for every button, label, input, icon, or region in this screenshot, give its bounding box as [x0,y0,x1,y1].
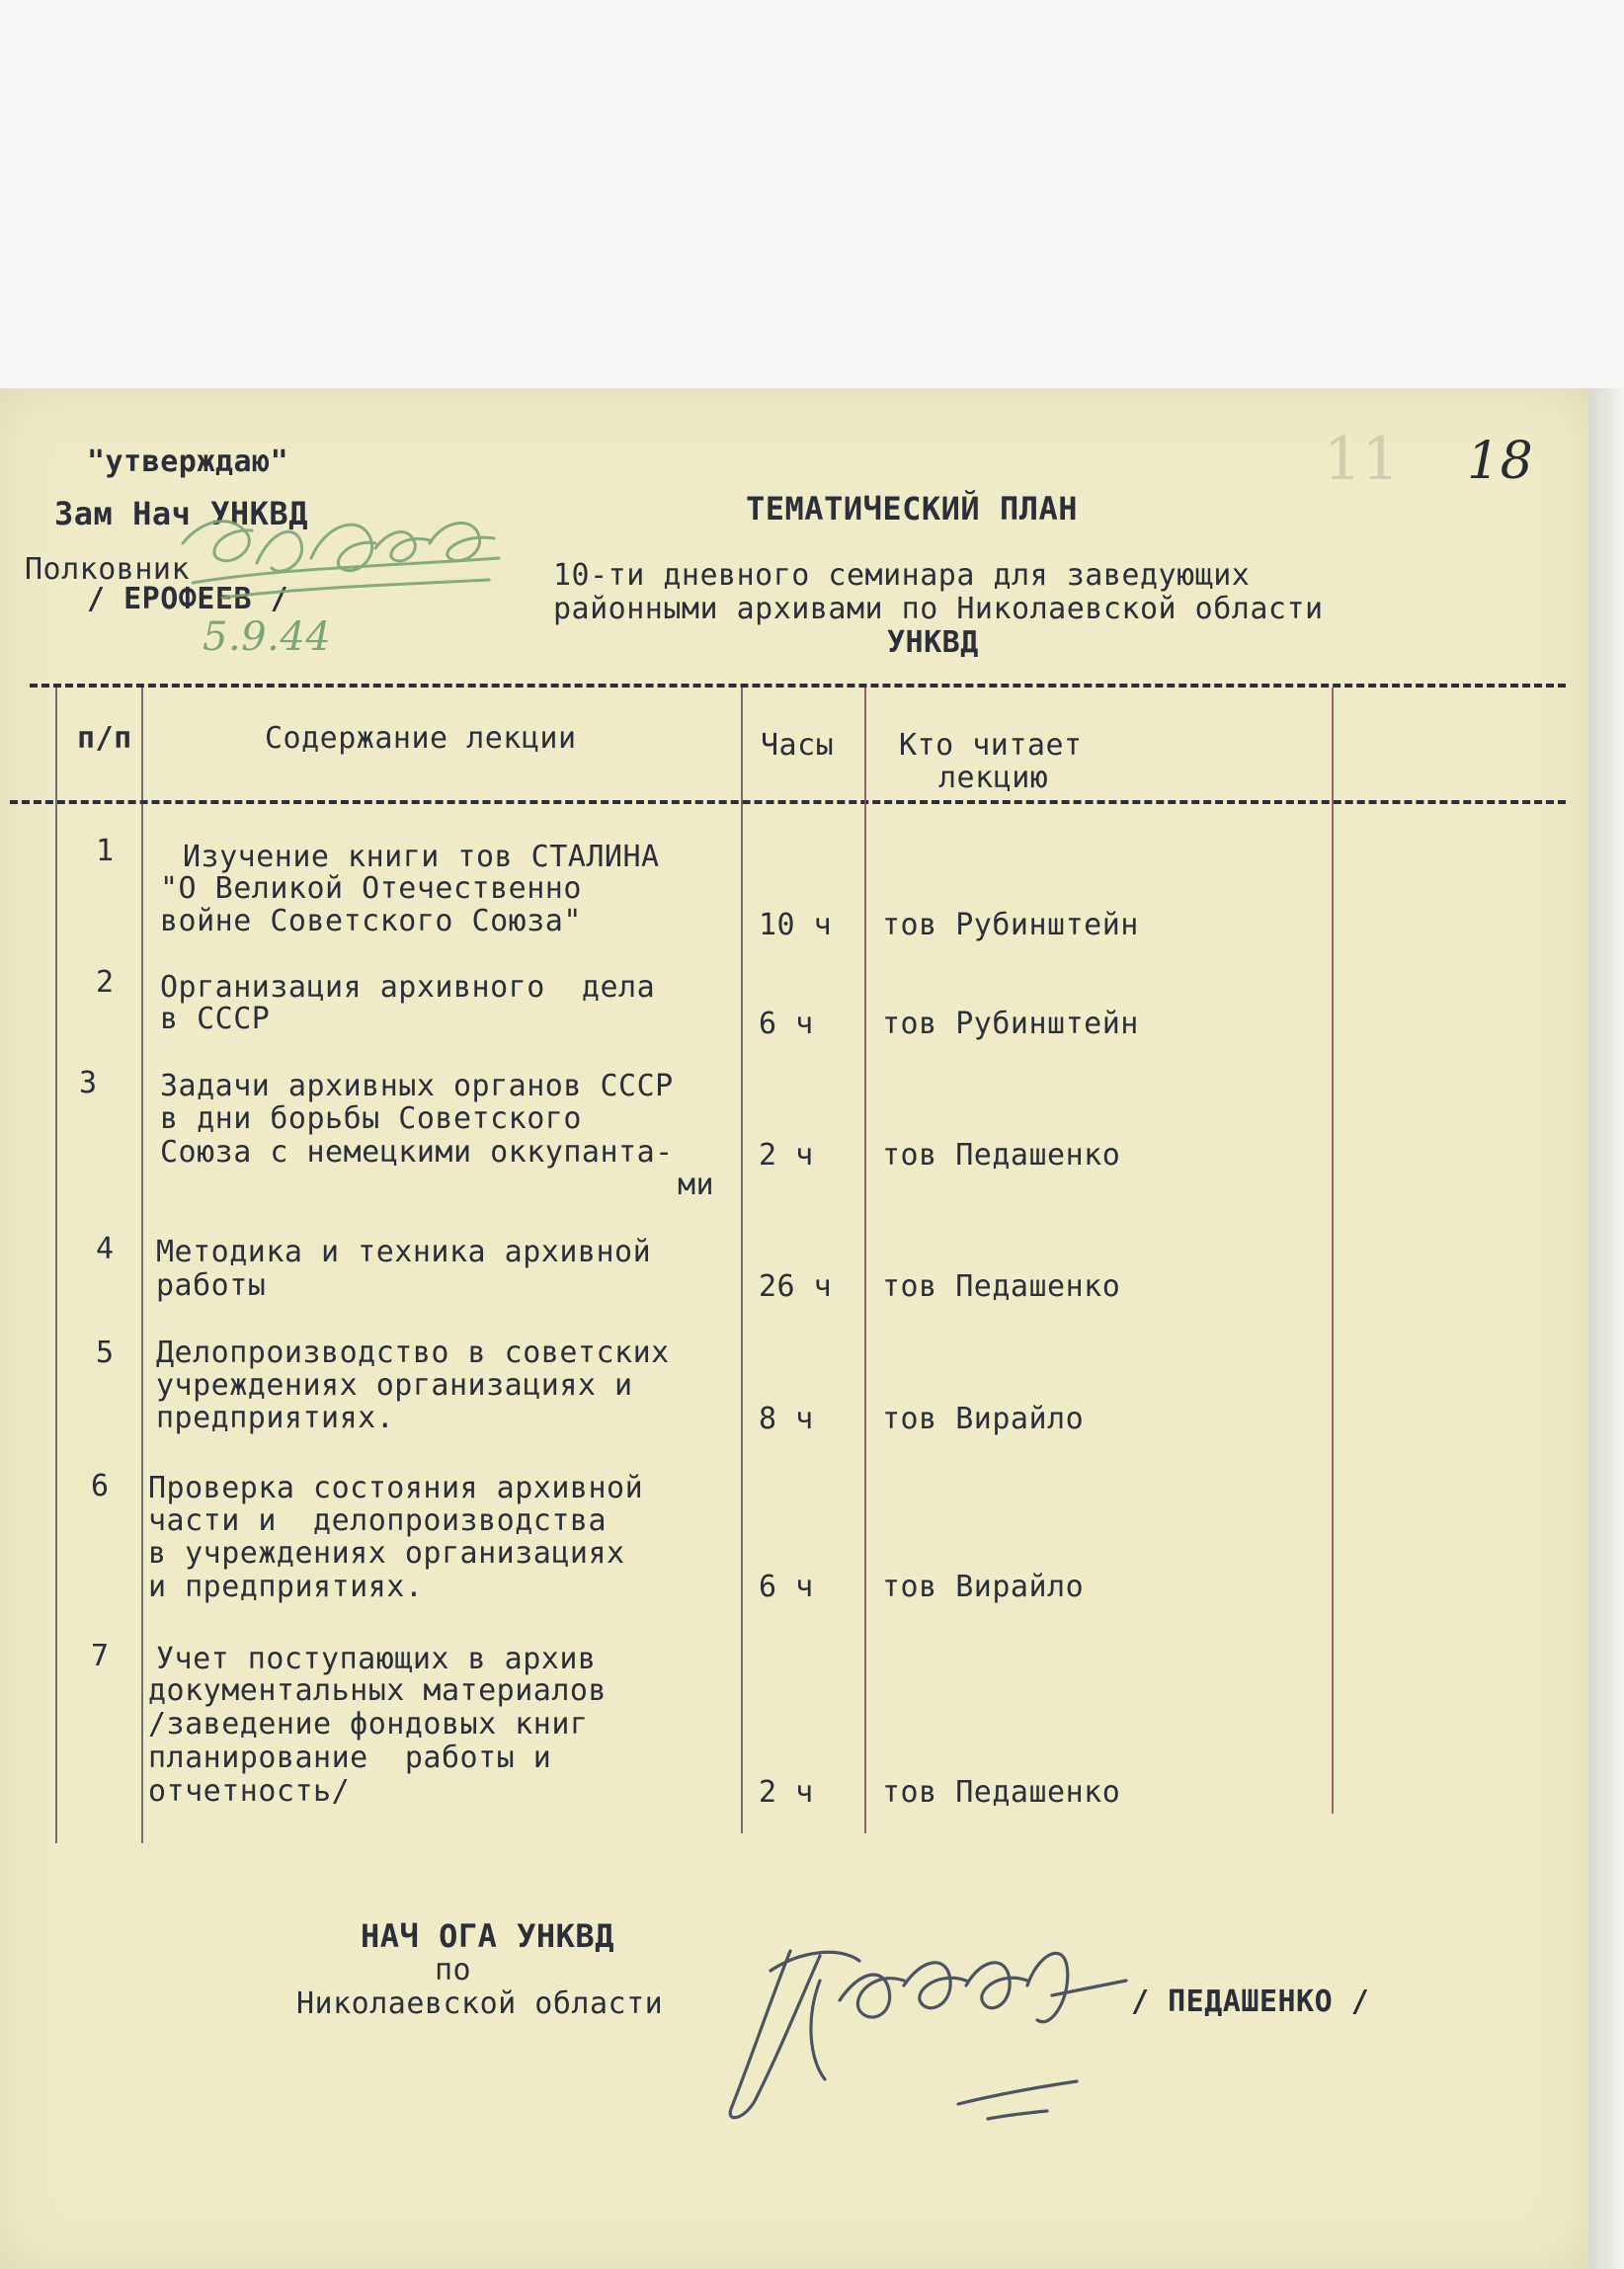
row-4-line-1: Методика и техника архивной [156,1235,652,1269]
page-number: 18 [1467,432,1534,491]
row-5-hours: 8 ч [759,1402,814,1436]
col-border-hours [864,688,866,1833]
approval-name: / ЕРОФЕЕВ / [87,582,289,616]
row-3-line-3: Союза с немецкими оккупанта- [160,1135,674,1170]
approval-date: 5.9.44 [203,614,332,660]
plan-subtitle-line2: районными архивами по Николаевской области [553,592,1324,626]
row-3-line-1: Задачи архивных органов СССР [160,1069,674,1103]
row-6-line-1: Проверка состояния архивной [148,1471,644,1505]
row-7-line-2: документальных материалов [148,1673,608,1708]
row-7-num: 7 [91,1639,110,1673]
row-5-line-2: учреждениях организациях и [156,1368,633,1403]
archive-mark: 11 [1324,425,1401,494]
row-4-reader: тов Педашенко [882,1269,1121,1304]
row-7-reader: тов Педашенко [882,1775,1121,1810]
row-1-line-1: Изучение книги тов СТАЛИНА [183,840,660,874]
row-6-line-2: части и делопроизводства [148,1503,608,1538]
row-6-line-3: в учреждениях организациях [148,1536,625,1571]
plan-heading: ТЕМАТИЧЕСКИЙ ПЛАН [746,490,1079,527]
row-1-reader: тов Рубинштейн [882,908,1139,942]
row-6-line-4: и предприятиях. [148,1570,424,1604]
row-4-hours: 26 ч [759,1269,833,1304]
row-1-line-3: войне Советского Союза" [160,904,582,938]
row-3-line-4: ми [678,1168,715,1202]
row-3-reader: тов Педашенко [882,1138,1121,1173]
approval-rank: Полковник [25,552,191,587]
row-7-line-5: отчетность/ [148,1774,351,1809]
table-top-rule [30,684,1566,688]
page-edge-shadow [1588,388,1624,2269]
row-1-num: 1 [96,834,115,868]
row-2-line-2: в СССР [160,1002,271,1036]
col-border-left [55,688,57,1843]
row-5-num: 5 [96,1336,115,1370]
row-6-num: 6 [91,1469,110,1503]
row-6-reader: тов Вирайло [882,1570,1085,1604]
row-5-line-1: Делопроизводство в советских [156,1336,670,1370]
footer-signature [711,1911,1166,2139]
plan-subtitle-line3: УНКВД [887,625,979,660]
plan-subtitle-line1: 10-ти дневного семинара для заведующих [553,558,1251,593]
row-1-hours: 10 ч [759,908,833,942]
row-3-line-2: в дни борьбы Советского [160,1101,582,1136]
row-2-num: 2 [96,965,115,1000]
row-4-line-2: работы [156,1268,267,1303]
footer-region: Николаевской области [296,1986,664,2021]
row-2-line-1: Организация архивного дела [160,970,656,1005]
approval-position: Зам Нач УНКВД [54,495,308,532]
row-1-line-2: "О Великой Отечественно [160,871,582,906]
row-7-line-4: планирование работы и [148,1741,552,1775]
row-6-hours: 6 ч [759,1570,814,1604]
header-num: п/п [77,721,132,756]
row-7-hours: 2 ч [759,1775,814,1810]
col-border-reader [1332,688,1334,1814]
row-3-num: 3 [79,1066,98,1100]
col-border-num [141,688,143,1843]
approval-stamp: "утверждаю" [87,445,289,479]
header-reader-line1: Кто читает [899,728,1083,763]
row-7-line-3: /заведение фондовых книг [148,1707,589,1742]
footer-preposition: по [435,1953,472,1987]
row-4-num: 4 [96,1232,115,1266]
header-reader-line2: лекцию [938,761,1049,795]
footer-name: / ПЕДАШЕНКО / [1131,1985,1370,2019]
header-content: Содержание лекции [265,721,577,756]
header-hours: Часы [761,728,835,763]
row-2-reader: тов Рубинштейн [882,1007,1139,1041]
row-2-hours: 6 ч [759,1007,814,1041]
row-5-line-3: предприятиях. [156,1401,395,1435]
footer-position: НАЧ ОГА УНКВД [361,1917,614,1955]
row-7-line-1: Учет поступающих в архив [156,1642,597,1676]
row-5-reader: тов Вирайло [882,1402,1085,1436]
row-3-hours: 2 ч [759,1138,814,1173]
col-border-content [741,688,743,1833]
